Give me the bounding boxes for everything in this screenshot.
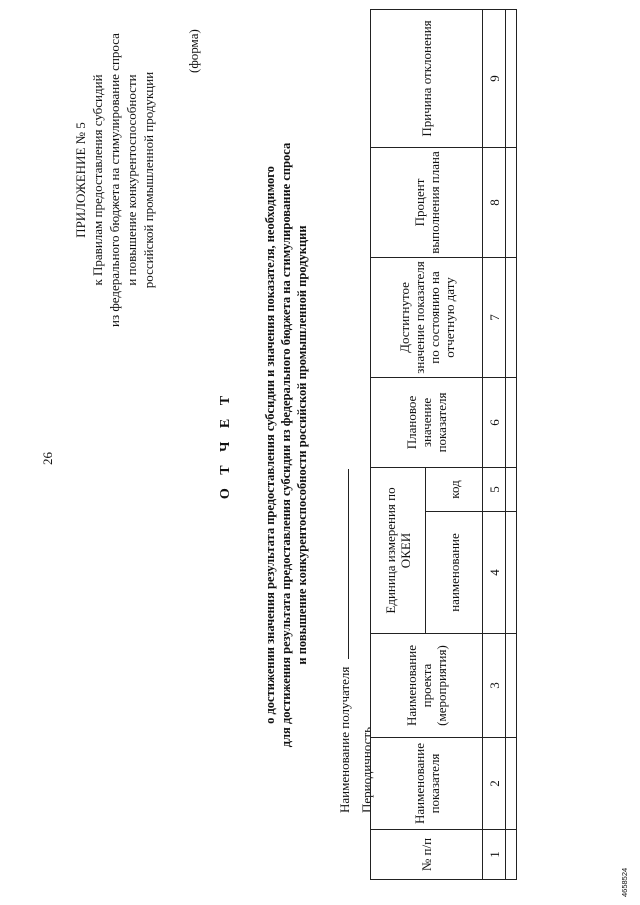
periodicity-label: Периодичность	[359, 726, 374, 813]
report-subtitle-line: для достижения результата предоставления субсидии из федерального бюджета на стимулирование спроса	[279, 142, 293, 748]
report-table	[370, 9, 517, 880]
empty-cell	[506, 512, 517, 634]
column-number: 9	[483, 9, 506, 147]
form-label: (форма)	[186, 29, 201, 73]
header-deviation-reason: Причина отклонения	[371, 9, 483, 147]
empty-cell	[506, 830, 517, 880]
header-indicator-name: Наименование показателя	[371, 738, 483, 830]
column-number: 7	[483, 257, 506, 377]
page-number: 26	[40, 452, 55, 465]
appendix-title: ПРИЛОЖЕНИЕ № 5	[73, 122, 88, 238]
header-project-name: Наименование проекта (мероприятия)	[371, 634, 483, 738]
empty-cell	[506, 9, 517, 147]
empty-cell	[506, 147, 517, 257]
column-number: 3	[483, 634, 506, 738]
report-title-block	[218, 105, 310, 785]
empty-cell	[506, 738, 517, 830]
document-stamp: 4658524	[620, 867, 629, 897]
column-number-row	[483, 9, 506, 879]
header-unit-name: наименование	[426, 512, 483, 634]
header-unit-code: код	[426, 467, 483, 511]
column-number: 2	[483, 738, 506, 830]
column-number: 8	[483, 147, 506, 257]
recipient-label: Наименование получателя	[337, 666, 352, 813]
column-number: 1	[483, 830, 506, 880]
column-number: 4	[483, 512, 506, 634]
empty-cell	[506, 257, 517, 377]
column-number: 6	[483, 377, 506, 467]
appendix-line: российской промышленной продукции	[141, 71, 156, 289]
header-unit-okei: Единица измерения по ОКЕИ	[371, 467, 426, 633]
header-plan-percent: Процент выполнения плана	[371, 147, 483, 257]
column-number: 5	[483, 467, 506, 511]
report-subtitle-line: о достижении значения результата предоставления субсидии и значения показателя, необходимого	[263, 166, 277, 724]
header-achieved-value: Достигнутое значение показателя по состоянию на отчетную дату	[371, 257, 483, 377]
appendix-header	[72, 15, 157, 345]
header-number: № п/п	[371, 830, 483, 880]
appendix-line: из федерального бюджета на стимулирование спроса	[107, 33, 122, 327]
empty-cell	[506, 634, 517, 738]
appendix-line: и повышение конкурентоспособности	[124, 74, 139, 286]
empty-cell	[506, 467, 517, 511]
recipient-blank-line	[336, 469, 349, 659]
appendix-line: к Правилам предоставления субсидий	[90, 74, 105, 286]
header-planned-value: Плановое значение показателя	[371, 377, 483, 467]
empty-row	[506, 9, 517, 879]
report-subtitle-line: и повышение конкурентоспособности российской промышленной продукции	[295, 225, 309, 665]
recipient-field	[336, 469, 353, 813]
report-title: О Т Ч Е Т	[218, 390, 233, 500]
empty-cell	[506, 377, 517, 467]
